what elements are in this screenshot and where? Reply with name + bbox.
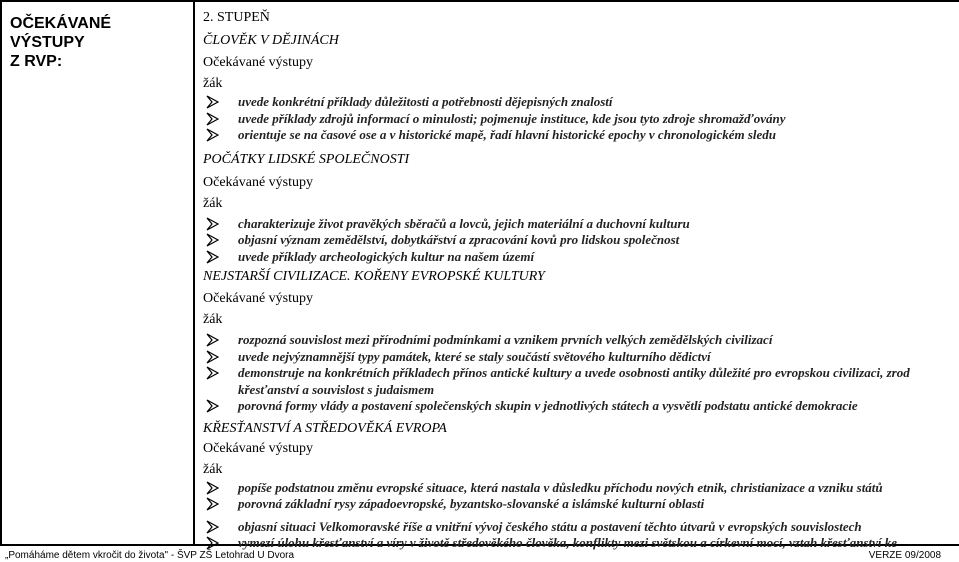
list-item bbox=[203, 480, 955, 497]
list-item-text: vymezí úlohu křesťanství a víry v životě středověkého člověka, konflikty mezi světskou a církevní mocí, vztah křesťanství ke bbox=[238, 535, 898, 550]
list-item bbox=[203, 232, 955, 249]
list-item-text: uvede příklady zdrojů informací o minulosti; pojmenuje instituce, kde jsou tyto zdroje shromažďovány bbox=[238, 110, 786, 126]
section-heading: NEJSTARŠÍ CIVILIZACE. KOŘENY EVROPSKÉ KULTURY bbox=[203, 269, 545, 284]
table-border-left bbox=[0, 0, 2, 546]
arrowhead-bullet-icon bbox=[205, 366, 219, 380]
section-heading: POČÁTKY LIDSKÉ SPOLEČNOSTI bbox=[203, 151, 410, 167]
arrowhead-bullet-icon bbox=[205, 250, 219, 264]
list-item bbox=[203, 349, 955, 366]
list-item-text: rozpozná souvislost mezi přírodními podmínkami a vznikem prvních velkých zemědělských civilizací bbox=[238, 332, 773, 347]
sidebar-line-1: OČEKÁVANÉ VÝSTUPY bbox=[10, 15, 112, 51]
list-item-text: demonstruje na konkrétních příkladech přínos antické kultury a uvede osobnosti antiky důležité pro evropskou civilizaci, zrod křesťanství a souvislost s judaismem bbox=[238, 365, 910, 397]
arrowhead-bullet-icon bbox=[205, 112, 219, 126]
arrowhead-bullet-icon bbox=[205, 520, 219, 534]
section-krestanstvi-a-stredoveka-evropa bbox=[203, 419, 955, 552]
content-column bbox=[203, 8, 955, 552]
expected-outputs-label: Očekávané výstupy bbox=[203, 291, 314, 306]
list-item-text: uvede konkrétní příklady důležitosti a potřebnosti dějepisných znalostí bbox=[238, 94, 613, 109]
arrowhead-bullet-icon bbox=[205, 481, 219, 495]
list-item-text: objasní význam zemědělství, dobytkářství a zpracování kovů pro lidskou společnost bbox=[238, 232, 680, 247]
list-item-text: porovná základní rysy západoevropské, byzantsko-slovanské a islámské kulturní oblasti bbox=[238, 496, 705, 511]
arrowhead-bullet-icon bbox=[205, 333, 219, 347]
list-item bbox=[203, 249, 955, 266]
arrowhead-bullet-icon bbox=[205, 350, 219, 364]
sidebar-line-2: Z RVP: bbox=[10, 53, 63, 70]
arrowhead-bullet-icon bbox=[205, 536, 219, 550]
list-item bbox=[203, 496, 955, 513]
arrowhead-bullet-icon bbox=[205, 95, 219, 109]
list-item-text: porovná formy vlády a postavení společenských skupin v jednotlivých státech a vysvětlí podstatu antické demokracie bbox=[238, 398, 858, 413]
sidebar-label bbox=[10, 14, 190, 71]
expected-outputs-label: Očekávané výstupy bbox=[203, 440, 314, 456]
arrowhead-bullet-icon bbox=[205, 233, 219, 247]
list-item-text: orientuje se na časové ose a v historické mapě, řadí hlavní historické epochy v chronologickém sledu bbox=[238, 127, 777, 142]
footer-version: VERZE 09/2008 bbox=[868, 550, 941, 561]
arrowhead-bullet-icon bbox=[205, 128, 219, 142]
pupil-label: žák bbox=[203, 195, 223, 211]
arrowhead-bullet-icon bbox=[205, 399, 219, 413]
arrowhead-bullet-icon bbox=[205, 497, 219, 511]
pupil-label: žák bbox=[203, 76, 223, 91]
pupil-label: žák bbox=[203, 461, 223, 477]
list-item-text: popíše podstatnou změnu evropské situace, která nastala v důsledku příchodu nových etnik, christianizace a vzniku států bbox=[238, 479, 883, 495]
arrowhead-bullet-icon bbox=[205, 217, 219, 231]
list-item bbox=[203, 332, 955, 349]
section-clovek-v-dejinach bbox=[203, 31, 955, 144]
list-item-text: uvede nejvýznamnější typy památek, které se staly součástí světového kulturního dědictví bbox=[238, 348, 711, 364]
list-item bbox=[203, 365, 955, 398]
section-nejstarsi-civilizace bbox=[203, 267, 955, 415]
list-item-text: objasní situaci Velkomoravské říše a vnitřní vývoj českého státu a postavení těchto útvarů v evropských souvislostech bbox=[238, 518, 862, 534]
table-border-top bbox=[0, 0, 959, 2]
list-item bbox=[203, 519, 955, 536]
table-column-divider bbox=[193, 0, 195, 546]
list-item-text: uvede příklady archeologických kultur na našem území bbox=[238, 248, 535, 264]
list-item bbox=[203, 398, 955, 415]
section-pocatky-lidske-spolecnosti bbox=[203, 150, 955, 266]
list-item bbox=[203, 111, 955, 128]
stage-heading: 2. STUPEŇ bbox=[203, 10, 270, 25]
list-item bbox=[203, 127, 955, 144]
list-item bbox=[203, 94, 955, 111]
pupil-label: žák bbox=[203, 312, 223, 327]
section-heading: ČLOVĚK V DĚJINÁCH bbox=[203, 33, 339, 48]
expected-outputs-label: Očekávané výstupy bbox=[203, 55, 314, 70]
expected-outputs-label: Očekávané výstupy bbox=[203, 174, 314, 190]
section-heading: KŘESŤANSTVÍ A STŘEDOVĚKÁ EVROPA bbox=[203, 420, 447, 436]
footer-school-program: „Pomáháme dětem vkročit do života" - ŠVP ZŠ Letohrad U Dvora bbox=[5, 550, 295, 561]
page-footer bbox=[0, 549, 959, 562]
list-item bbox=[203, 216, 955, 233]
list-item-text: charakterizuje život pravěkých sběračů a lovců, jejich materiální a duchovní kulturu bbox=[238, 215, 690, 231]
